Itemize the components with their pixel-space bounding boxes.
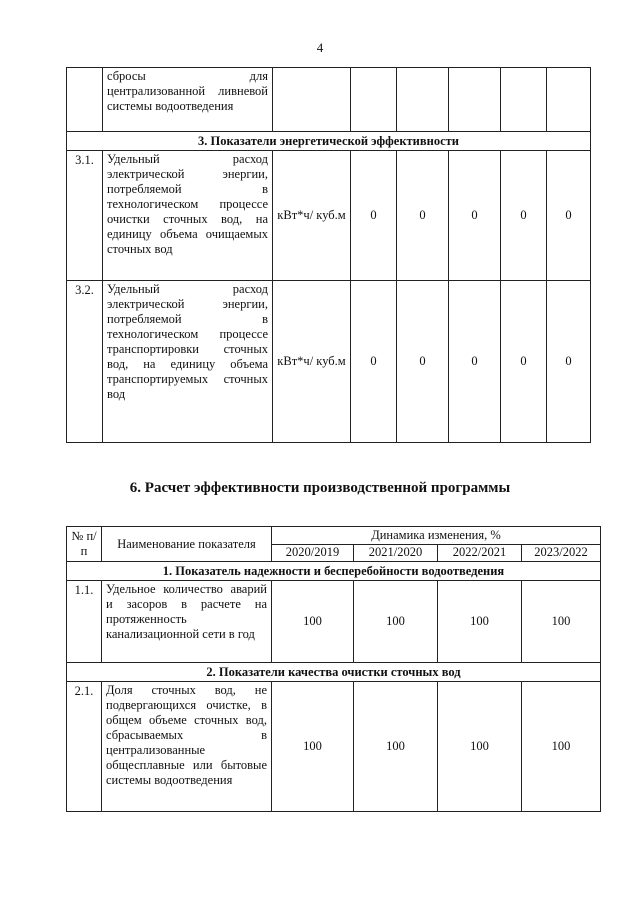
value-cell: 0 [351, 281, 397, 443]
indicator-name: Доля сточных вод, не подвергающихся очистке, в общем объеме сточных вод, сбрасываемых в централизованные общесплавные или бытовые системы водоотведения [102, 682, 272, 812]
col-header-name: Наименование показателя [102, 527, 272, 562]
indicator-name: Удельный расход электрической энергии, потребляемой в технологическом процессе очистки сточных вод, на единицу объема очищаемых сточных вод [103, 151, 273, 281]
row-number: 2.1. [67, 682, 102, 812]
section-heading: 6. Расчет эффективности производственной программы [129, 480, 511, 496]
value-cell: 0 [501, 281, 547, 443]
header-row [67, 527, 601, 545]
value-cell: 0 [547, 281, 591, 443]
indicator-name: Удельное количество аварий и засоров в расчете на протяженность канализационной сети в год [102, 581, 272, 663]
section-title: 2. Показатели качества очистки сточных вод [67, 663, 601, 682]
row-number: 3.1. [67, 151, 103, 281]
unit: кВт*ч/ куб.м [273, 151, 351, 281]
value-cell: 0 [501, 151, 547, 281]
section-title: 1. Показатель надежности и бесперебойности водоотведения [67, 562, 601, 581]
energy-efficiency-table [66, 67, 591, 443]
table-row [67, 68, 591, 132]
indicator-name: Удельный расход электрической энергии, потребляемой в технологическом процессе транспортировки сточных вод, на единицу объема транспортируемых сточных вод [103, 281, 273, 443]
section-row [67, 132, 591, 151]
value-cell: 100 [354, 581, 438, 663]
col-header-year: 2022/2021 [438, 544, 522, 562]
value-cell: 0 [351, 151, 397, 281]
page-number: 4 [316, 40, 324, 55]
value-cell: 100 [438, 581, 522, 663]
col-header-num: № п/п [67, 527, 102, 562]
value-cell: 100 [522, 682, 601, 812]
row-number: 1.1. [67, 581, 102, 663]
value-cell: 100 [354, 682, 438, 812]
value-cell: 0 [449, 281, 501, 443]
table-row [67, 682, 601, 812]
value-cell: 100 [438, 682, 522, 812]
efficiency-calculation-table [66, 526, 601, 812]
col-header-year: 2021/2020 [354, 544, 438, 562]
row-number: 3.2. [67, 281, 103, 443]
section-title: 3. Показатели энергетической эффективности [67, 132, 591, 151]
value-cell: 0 [397, 151, 449, 281]
table-row [67, 581, 601, 663]
col-header-year: 2020/2019 [272, 544, 354, 562]
value-cell: 100 [272, 682, 354, 812]
unit: кВт*ч/ куб.м [273, 281, 351, 443]
section-row [67, 663, 601, 682]
value-cell: 100 [522, 581, 601, 663]
continuation-name: сбросы для централизованной ливневой системы водоотведения [103, 68, 273, 132]
col-header-year: 2023/2022 [522, 544, 601, 562]
table-row [67, 281, 591, 443]
value-cell: 100 [272, 581, 354, 663]
section-row [67, 562, 601, 581]
col-header-dynamics: Динамика изменения, % [272, 527, 601, 545]
table-row [67, 151, 591, 281]
value-cell: 0 [547, 151, 591, 281]
value-cell: 0 [397, 281, 449, 443]
value-cell: 0 [449, 151, 501, 281]
